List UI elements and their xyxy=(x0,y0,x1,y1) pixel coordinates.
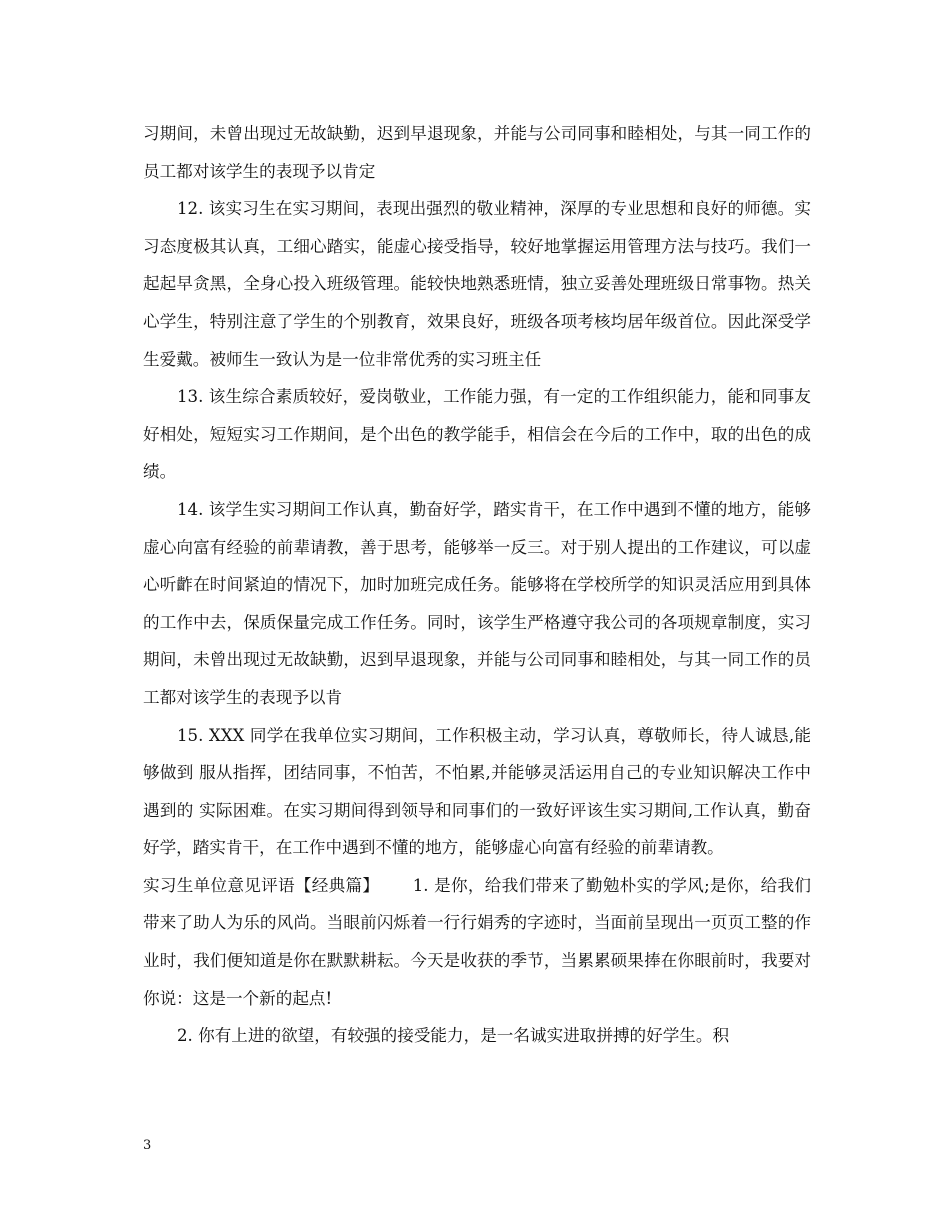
paragraph-continuation: 习期间，未曾出现过无故缺勤，迟到早退现象，并能与公司同事和睦相处，与其一同工作的员工都对该学生的表现予以肯定 xyxy=(143,124,811,181)
paragraph-item-14: 14. 该学生实习期间工作认真，勤奋好学，踏实肯干，在工作中遇到不懂的地方，能够虚心向富有经验的前辈请教，善于思考，能够举一反三。对于别人提出的工作建议，可以虚心听齚在时间紧迫的情况下，加时加班完成任务。能够将在学校所学的知识灵活应用到具体的工作中去，保质保量完成工作任务。同时，该学生严格遵守我公司的各项规章制度，实习期间，未曾出现过无故缺勤，迟到早退现象，并能与公司同事和睦相处，与其一同工作的员工都对该学生的表现予以肯 xyxy=(143,499,811,707)
paragraph-item-12: 12. 该实习生在实习期间，表现出强烈的敬业精神，深厚的专业思想和良好的师德。实习态度极其认真，工细心踏实，能虚心接受指导，较好地掌握运用管理方法与技巧。我们一起起早贪黑，全身心投入班级管理。能较快地熟悉班情，独立妥善处理班级日常事物。热关心学生，特别注意了学生的个别教育，效果良好，班级各项考核均居年级首位。因此深受学生爱戴。被师生一致认为是一位非常优秀的实习班主任 xyxy=(143,199,811,369)
paragraph-item-15: 15. XXX 同学在我单位实习期间，工作积极主动，学习认真，尊敬师长，待人诚恳,能够做到 服从指挥，团结同事，不怕苦，不怕累,并能够灵活运用自己的专业知识解决工作中遇到的 实际困难。在实习期间得到领导和同事们的一致好评该生实习期间,工作认真，勤奋好学，踏实肯干，在工作中遇到不懂的地方，能够虚心向富有经验的前辈请教。 xyxy=(143,725,811,858)
paragraph-section-start xyxy=(143,867,811,1017)
section-heading: 实习生单位意见评语【经典篇】 xyxy=(143,875,380,895)
paragraph-item-13: 13. 该生综合素质较好，爱岗敬业，工作能力强，有一定的工作组织能力，能和同事友好相处，短短实习工作期间，是个出色的教学能手，相信会在今后的工作中，取的出色的成绩。 xyxy=(143,387,811,482)
section-heading-gap xyxy=(379,876,412,895)
document-body xyxy=(143,115,811,1055)
paragraph-item-2: 2. 你有上进的欲望，有较强的接受能力，是一名诚实进取拼搏的好学生。积 xyxy=(177,1026,730,1046)
section-item-1-text: 1. 是你，给我们带来了勤勉朴实的学风;是你，给我们带来了助人为乐的风尚。当眼前闪烁着一行行娟秀的字迹时，当面前呈现出一页页工整的作业时，我们便知道是你在默默耕耘。今天是收获的季节，当累累硕果捧在你眼前时，我要对你说：这是一个新的起点! xyxy=(143,875,812,1008)
page-number: 3 xyxy=(143,1138,152,1153)
